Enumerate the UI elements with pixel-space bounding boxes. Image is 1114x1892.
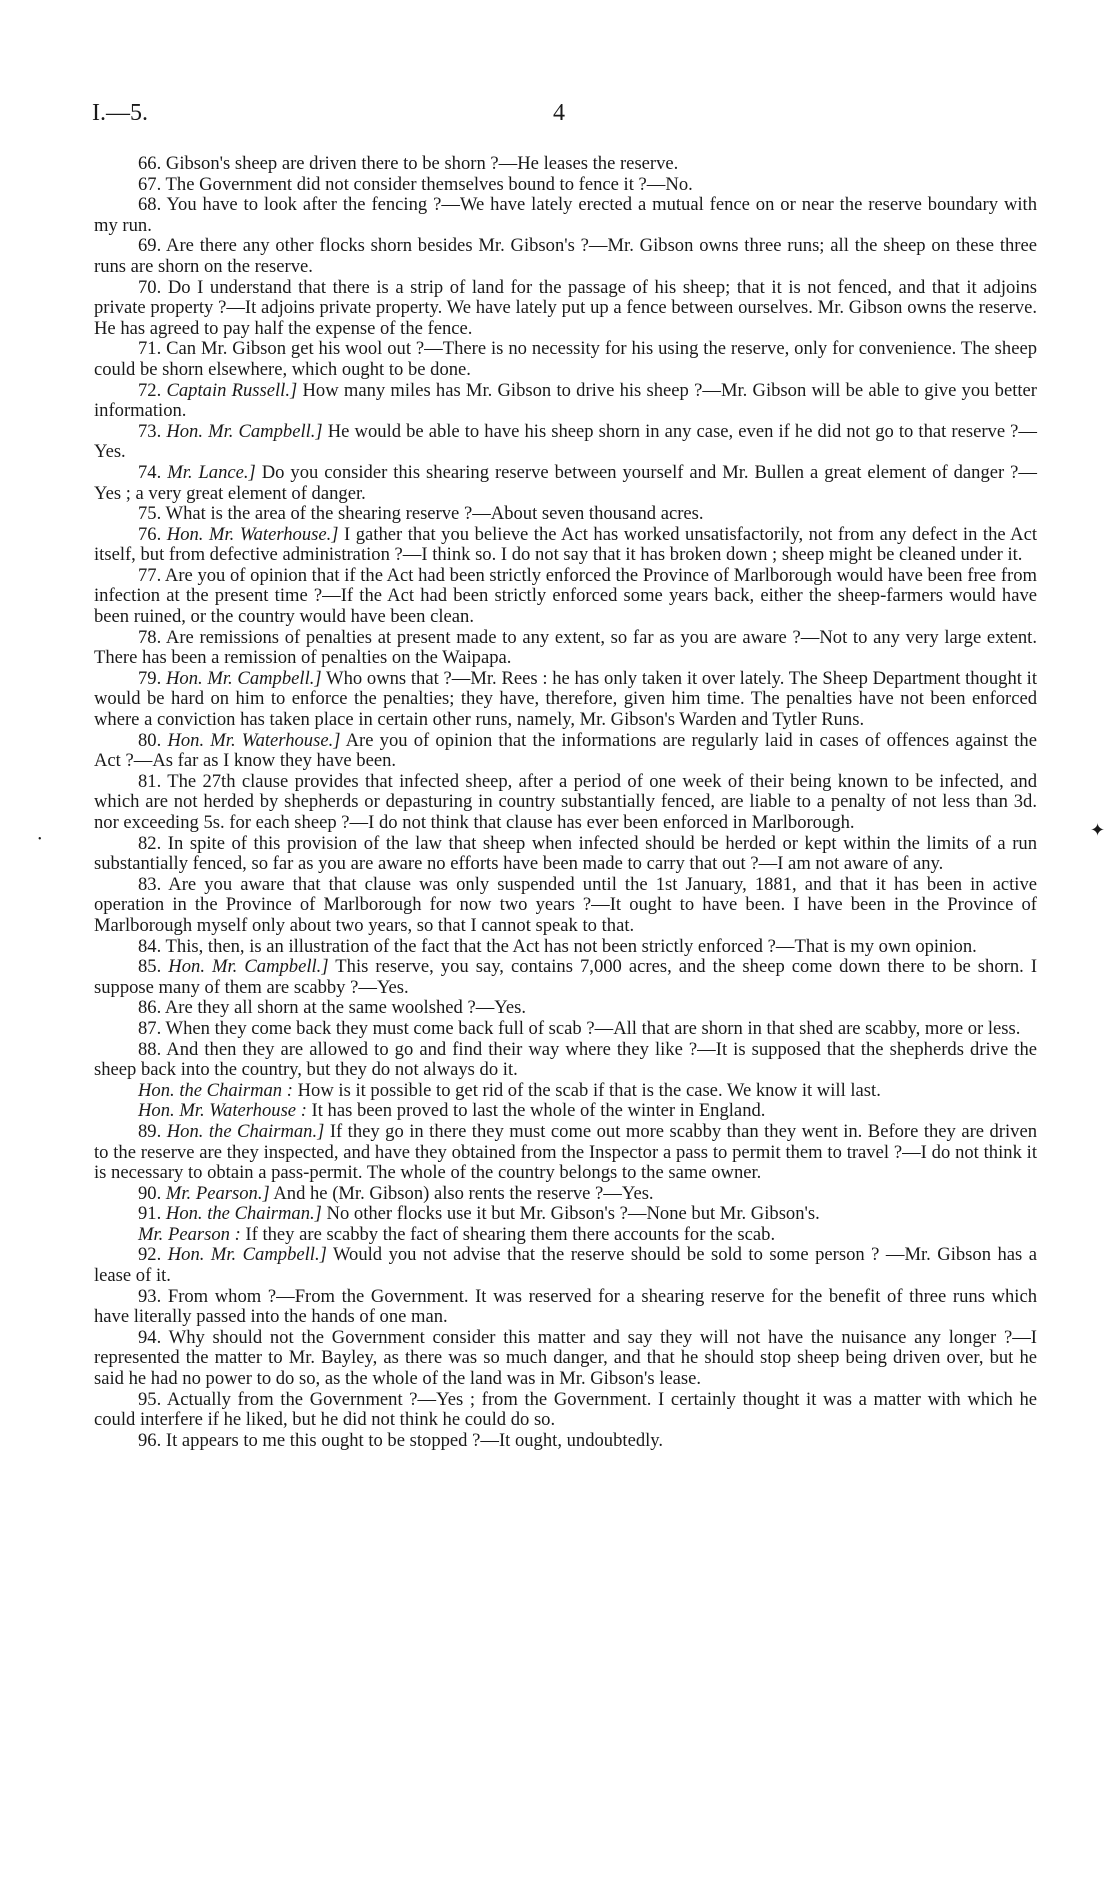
evidence-paragraph xyxy=(94,875,1037,937)
evidence-paragraph xyxy=(94,195,1037,236)
evidence-paragraph xyxy=(94,175,1037,196)
paragraph-text: How is it possible to get rid of the scab if that is the case. We know it will last. xyxy=(292,1079,881,1101)
speaker-name: Hon. Mr. Waterhouse.] xyxy=(167,729,341,751)
paragraph-text: 70. Do I understand that there is a strip of land for the passage of his sheep; that it is not fenced, and that it adjoins private property ?—It adjoins private property. We have lately put up a fence between ourselves. Mr. Gibson owns the reserve. He has agreed to pay half the expense of the fence. xyxy=(94,276,1037,339)
evidence-paragraph xyxy=(94,236,1037,277)
speaker-name: Hon. the Chairman.] xyxy=(166,1120,325,1142)
speaker-name: Mr. Lance.] xyxy=(167,461,256,483)
evidence-paragraph xyxy=(94,525,1037,566)
speaker-name: Hon. the Chairman : xyxy=(138,1079,293,1101)
question-number: 89. xyxy=(138,1120,167,1142)
evidence-paragraph xyxy=(94,669,1037,731)
evidence-paragraph xyxy=(94,278,1037,340)
question-number: 91. xyxy=(138,1203,166,1225)
evidence-paragraph xyxy=(94,1225,1037,1246)
speaker-name: Mr. Pearson.] xyxy=(165,1182,270,1204)
speaker-name: Hon. Mr. Campbell.] xyxy=(168,956,329,978)
paragraph-text: Do you consider this shearing reserve between yourself and Mr. Bullen a great element of danger ?—Yes ; a very great element of danger. xyxy=(94,461,1037,504)
page-header xyxy=(92,100,1022,136)
question-number: 73. xyxy=(138,420,167,442)
evidence-paragraph xyxy=(94,1101,1037,1122)
paragraph-text: 67. The Government did not consider themselves bound to fence it ?—No. xyxy=(138,173,693,195)
evidence-paragraph xyxy=(94,937,1037,958)
evidence-paragraph xyxy=(94,1081,1037,1102)
evidence-paragraph xyxy=(94,1184,1037,1205)
evidence-text xyxy=(94,154,1037,1451)
evidence-paragraph xyxy=(94,1040,1037,1081)
paragraph-text: 81. The 27th clause provides that infected sheep, after a period of one week of their being known to be infected, and which are not herded by shepherds or depasturing in country substantially fenced, are liable to a penalty of not less than 3d. nor exceeding 5s. for each sheep ?—I do not think that clause has ever been enforced in Marlborough. xyxy=(94,770,1037,833)
evidence-paragraph xyxy=(94,1019,1037,1040)
paragraph-text: This reserve, you say, contains 7,000 acres, and the sheep come down there to be shorn. I suppose many of them are scabby ?—Yes. xyxy=(94,956,1038,998)
paragraph-text: Are you of opinion that the informations are regularly laid in cases of offences against the Act ?—As far as I know they have been. xyxy=(94,729,1037,772)
paragraph-text: It has been proved to last the whole of the winter in England. xyxy=(306,1100,766,1122)
paragraph-text: 71. Can Mr. Gibson get his wool out ?—There is no necessity for his using the reserve, only for convenience. The sheep could be shorn elsewhere, which ought to be done. xyxy=(94,338,1037,380)
evidence-paragraph xyxy=(94,1431,1037,1452)
evidence-paragraph xyxy=(94,1287,1037,1328)
paragraph-text: 78. Are remissions of penalties at present made to any extent, so far as you are aware ?—Not to any very large extent. There has been a remission of penalties on the Waipapa. xyxy=(94,626,1037,669)
evidence-paragraph xyxy=(94,1245,1037,1286)
speaker-name: Hon. Mr. Waterhouse : xyxy=(138,1100,307,1122)
paragraph-text: 95. Actually from the Government ?—Yes ; from the Government. I certainly thought it was a matter with which he could interfere if he liked, but he did not think he could do so. xyxy=(94,1388,1037,1431)
paragraph-text: 84. This, then, is an illustration of the fact that the Act has not been strictly enforced ?—That is my own opinion. xyxy=(138,935,977,957)
paragraph-text: How many miles has Mr. Gibson to drive his sheep ?—Mr. Gibson will be able to give you better information. xyxy=(94,379,1038,422)
paragraph-text: 93. From whom ?—From the Government. It was reserved for a shearing reserve for the benefit of three runs which have literally passed into the hands of one man. xyxy=(94,1285,1037,1328)
speaker-name: Hon. Mr. Campbell.] xyxy=(165,667,322,689)
question-number: 79. xyxy=(138,667,166,689)
evidence-paragraph xyxy=(94,731,1037,772)
paragraph-text: 83. Are you aware that that clause was only suspended until the 1st January, 1881, and that it has been in active operation in the Province of Marlborough for now two years ?—It ought to have been. I have been in the Province of Marlborough myself only about two years, so that I cannot speak to that. xyxy=(94,873,1037,936)
paragraph-text: 68. You have to look after the fencing ?—We have lately erected a mutual fence on or near the reserve boundary with my run. xyxy=(94,194,1037,236)
paragraph-text: 87. When they come back they must come back full of scab ?—All that are shorn in that shed are scabby, more or less. xyxy=(138,1017,1021,1039)
margin-mark: ✦ xyxy=(1090,820,1106,840)
paragraph-text: 86. Are they all shorn at the same woolshed ?—Yes. xyxy=(138,997,526,1019)
evidence-paragraph xyxy=(94,1328,1037,1390)
evidence-paragraph xyxy=(94,1122,1037,1184)
evidence-paragraph xyxy=(94,566,1037,628)
evidence-paragraph xyxy=(94,772,1037,834)
question-number: 85. xyxy=(138,956,169,978)
evidence-paragraph xyxy=(94,339,1037,380)
paragraph-text: And he (Mr. Gibson) also rents the reserve ?—Yes. xyxy=(269,1182,654,1204)
paragraph-text: 66. Gibson's sheep are driven there to be shorn ?—He leases the reserve. xyxy=(138,153,679,174)
speaker-name: Hon. Mr. Campbell.] xyxy=(167,1244,327,1266)
question-number: 80. xyxy=(138,729,168,751)
paragraph-text: Who owns that ?—Mr. Rees : he has only taken it over lately. The Sheep Department thought it would be hard on him to enforce the penalties; they have, therefore, given him time. The penalties have not been enforced where a conviction has taken place in certain other runs, namely, Mr. Gibson's Warden and Tytler Runs. xyxy=(94,667,1037,731)
evidence-paragraph xyxy=(94,628,1037,669)
evidence-paragraph xyxy=(94,1204,1037,1225)
document-reference: I.—5. xyxy=(92,100,148,126)
paragraph-text: 96. It appears to me this ought to be stopped ?—It ought, undoubtedly. xyxy=(138,1429,664,1451)
paragraph-text: Would you not advise that the reserve should be sold to some person ? —Mr. Gibson has a lease of it. xyxy=(94,1244,1037,1287)
evidence-paragraph xyxy=(94,957,1037,998)
speaker-name: Mr. Pearson : xyxy=(138,1223,241,1245)
evidence-paragraph xyxy=(94,381,1037,422)
paragraph-text: If they are scabby the fact of shearing them there accounts for the scab. xyxy=(240,1223,776,1245)
paragraph-text: He would be able to have his sheep shorn in any case, even if he did not go to that reserve ?—Yes. xyxy=(94,420,1038,463)
speaker-name: Captain Russell.] xyxy=(166,379,298,401)
question-number: 74. xyxy=(138,461,168,483)
evidence-paragraph xyxy=(94,998,1037,1019)
paragraph-text: 88. And then they are allowed to go and find their way where they like ?—It is supposed that the shepherds drive the sheep back into the country, but they do not always do it. xyxy=(94,1038,1037,1081)
speaker-name: Hon. the Chairman.] xyxy=(165,1203,322,1225)
paragraph-text: 82. In spite of this provision of the law that sheep when infected should be herded or kept within the limits of a run substantially fenced, so far as you are aware no efforts have been made to carry that out ?—I am not aware of any. xyxy=(94,832,1037,875)
question-number: 90. xyxy=(138,1182,166,1204)
evidence-paragraph xyxy=(94,1390,1037,1431)
evidence-paragraph xyxy=(94,834,1037,875)
page-number: 4 xyxy=(553,100,565,126)
paragraph-text: 75. What is the area of the shearing reserve ?—About seven thousand acres. xyxy=(138,503,704,525)
question-number: 72. xyxy=(138,379,167,401)
paragraph-text: No other flocks use it but Mr. Gibson's ?—None but Mr. Gibson's. xyxy=(321,1203,820,1225)
speaker-name: Hon. Mr. Waterhouse.] xyxy=(166,523,339,545)
paragraph-text: 77. Are you of opinion that if the Act had been strictly enforced the Province of Marlborough would have been free from infection at the present time ?—If the Act had been strictly enforced some years back, either the sheep-farmers would have been ruined, or the country would have been clean. xyxy=(94,564,1037,628)
evidence-paragraph xyxy=(94,154,1037,175)
question-number: 76. xyxy=(138,523,167,545)
evidence-paragraph xyxy=(94,504,1037,525)
speaker-name: Hon. Mr. Campbell.] xyxy=(166,420,323,442)
paragraph-text: If they go in there they must come out more scabby than they went in. Before they are driven to the reserve are they inspected, and have they obtained from the Inspector a pass to permit them to travel ?—I do not think it is necessary to obtain a pass-permit. The whole of the country belongs to the same owner. xyxy=(94,1120,1037,1184)
paragraph-text: 69. Are there any other flocks shorn besides Mr. Gibson's ?—Mr. Gibson owns three runs; all the sheep on these three runs are shorn on the reserve. xyxy=(94,235,1037,277)
margin-dot: • xyxy=(38,834,42,845)
paragraph-text: I gather that you believe the Act has worked unsatisfactorily, not from any defect in the Act itself, but from defective administration ?—I think so. I do not say that it has broken down ; sheep might be cleaned under it. xyxy=(94,523,1037,566)
paragraph-text: 94. Why should not the Government consider this matter and say they will not have the nuisance any longer ?—I represented the matter to Mr. Bayley, as there was so much danger, and that he should stop sheep being driven over, but he said he had no power to do so, as the whole of the land was in Mr. Gibson's lease. xyxy=(94,1326,1037,1390)
evidence-paragraph xyxy=(94,463,1037,504)
evidence-paragraph xyxy=(94,422,1037,463)
question-number: 92. xyxy=(138,1244,168,1266)
